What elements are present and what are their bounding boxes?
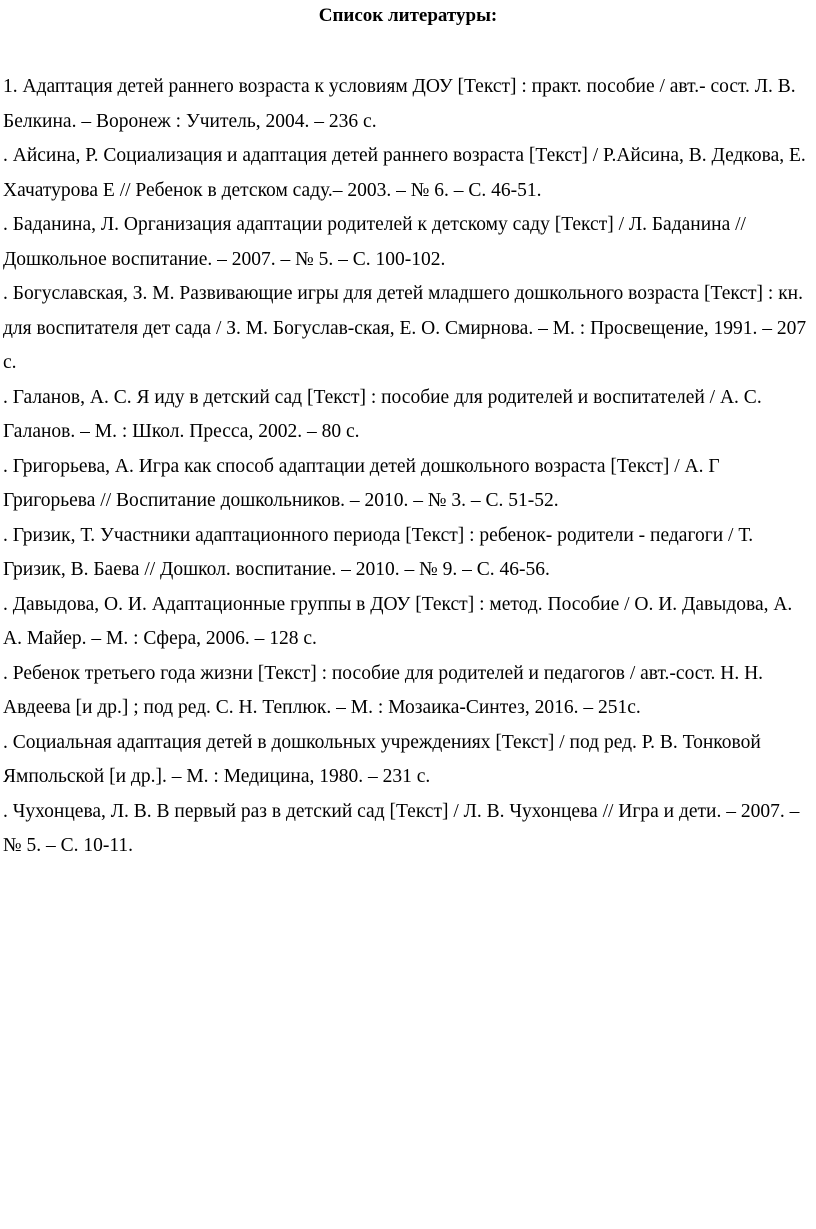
reference-item: . Галанов, А. С. Я иду в детский сад [Текст] : пособие для родителей и воспитателей / А. С. Галанов. – М. : Школ. Пресса, 2002. – 80 с. (3, 386, 762, 442)
reference-item: . Чухонцева, Л. В. В первый раз в детский сад [Текст] / Л. В. Чухонцева // Игра и дети. – 2007. – № 5. – С. 10-11. (3, 800, 800, 856)
reference-item: . Григорьева, А. Игра как способ адаптации детей дошкольного возраста [Текст] / А. Г Григорьева // Воспитание дошкольников. – 2010. – № 3. – С. 51-52. (3, 455, 720, 511)
document-title: Список литературы: (318, 5, 498, 26)
reference-list (3, 70, 815, 864)
reference-item: . Баданина, Л. Организация адаптации родителей к детскому саду [Текст] / Л. Баданина // Дошкольное воспитание. – 2007. – № 5. – С. 100-102. (3, 214, 746, 270)
reference-item: . Гризик, Т. Участники адаптационного периода [Текст] : ребенок- родители - педагоги / Т. Гризик, В. Баева // Дошкол. воспитание. – 2010. – № 9. – С. 46-56. (3, 524, 754, 580)
reference-item: . Социальная адаптация детей в дошкольных учреждениях [Текст] / под ред. Р. В. Тонковой Ямпольской [и др.]. – М. : Медицина, 1980. – 231 с. (3, 731, 761, 787)
reference-item: . Богуславская, З. М. Развивающие игры для детей младшего дошкольного возраста [Текст] : кн. для воспитателя дет сада / З. М. Богуслав-ская, Е. О. Смирнова. – М. : Просвещение, 1991. – 207 с. (3, 283, 807, 373)
reference-item: . Давыдова, О. И. Адаптационные группы в ДОУ [Текст] : метод. Пособие / О. И. Давыдова, А. А. Майер. – М. : Сфера, 2006. – 128 с. (3, 593, 793, 649)
reference-item: . Айсина, Р. Социализация и адаптация детей раннего возраста [Текст] / Р.Айсина, В. Дедкова, Е. Хачатурова Е // Ребенок в детском саду.– 2003. – № 6. – С. 46-51. (3, 145, 806, 201)
reference-item: 1. Адаптация детей раннего возраста к условиям ДОУ [Текст] : практ. пособие / авт.- сост. Л. В. Белкина. – Воронеж : Учитель, 2004. – 236 с. (3, 76, 796, 132)
reference-item: . Ребенок третьего года жизни [Текст] : пособие для родителей и педагогов / авт.-сост. Н. Н. Авдеева [и др.] ; под ред. С. Н. Теплюк. – М. : Мозаика-Синтез, 2016. – 251с. (3, 662, 764, 718)
